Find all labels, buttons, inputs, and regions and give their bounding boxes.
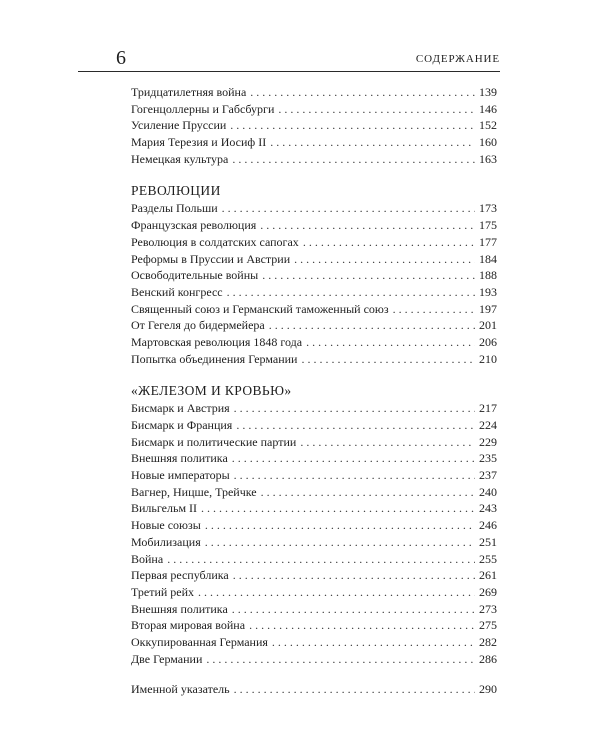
- toc-entry: [131, 551, 497, 568]
- entry-page-number: 173: [479, 201, 497, 216]
- toc-entry: [131, 351, 497, 368]
- dot-leader: [232, 450, 475, 467]
- entry-title: Реформы в Пруссии и Австрии: [131, 251, 291, 266]
- entry-page-number: 217: [479, 401, 497, 416]
- dot-leader: [269, 317, 475, 334]
- toc-section: [131, 181, 497, 367]
- entry-title: Бисмарк и Франция: [131, 418, 233, 432]
- toc-entry: [131, 651, 497, 668]
- dot-leader: [303, 234, 475, 251]
- toc-entry: [131, 301, 497, 318]
- entry-page-number: 243: [479, 501, 497, 516]
- entry-page-number: 197: [479, 301, 497, 316]
- dot-leader: [260, 217, 475, 234]
- entry-title: Вагнер, Ницше, Трейчке: [131, 484, 257, 499]
- toc-entry: [131, 617, 497, 634]
- entry-title: Бисмарк и Австрия: [131, 401, 230, 416]
- entry-title: Революция в солдатских сапогах: [131, 234, 299, 249]
- page-number: 6: [116, 47, 126, 69]
- toc-entry: [131, 534, 497, 551]
- entry-title: Две Германии: [131, 651, 203, 666]
- dot-leader: [232, 601, 475, 618]
- table-of-contents: [131, 84, 497, 698]
- entry-page-number: 206: [479, 334, 497, 349]
- entry-title: Усиление Пруссии: [131, 118, 227, 133]
- entry-page-number: 188: [479, 268, 497, 283]
- entry-title: Третий рейх: [131, 584, 195, 599]
- entry-title: Французская революция: [131, 218, 257, 233]
- dot-leader: [300, 434, 475, 451]
- entry-title: Разделы Польши: [131, 201, 218, 216]
- section-heading: РЕВОЛЮЦИИ: [131, 183, 221, 199]
- entry-title: Вильгельм II: [131, 501, 198, 516]
- toc-entry: [131, 467, 497, 484]
- dot-leader: [234, 681, 475, 698]
- toc-entry: [131, 284, 497, 301]
- entry-page-number: 240: [479, 484, 497, 499]
- entry-title: Тридцатилетняя война: [131, 85, 247, 99]
- toc-entry: [131, 434, 497, 451]
- entry-page-number: 163: [479, 151, 497, 166]
- entry-page-number: 175: [479, 218, 497, 233]
- entry-title: Оккупированная Германия: [131, 634, 268, 649]
- entry-title: Внешняя политика: [131, 601, 228, 616]
- entry-page-number: 237: [479, 468, 497, 483]
- entry-page-number: 269: [479, 584, 497, 599]
- entry-title: Новые императоры: [131, 468, 230, 483]
- dot-leader: [278, 101, 475, 118]
- entry-title: Бисмарк и политические партии: [131, 434, 297, 449]
- dot-leader: [167, 551, 475, 568]
- entry-page-number: 273: [479, 601, 497, 616]
- entry-page-number: 152: [479, 118, 497, 133]
- dot-leader: [294, 251, 475, 268]
- toc-entry: [131, 634, 497, 651]
- section-heading: «ЖЕЛЕЗОМ И КРОВЬЮ»: [131, 383, 292, 399]
- toc-entry: [131, 84, 497, 101]
- dot-leader: [250, 84, 475, 101]
- entry-page-number: 282: [479, 634, 497, 649]
- entry-title: Война: [131, 551, 164, 566]
- entry-title: Попытка объединения Германии: [131, 351, 298, 366]
- dot-leader: [270, 134, 475, 151]
- header-rule: [78, 71, 500, 72]
- toc-entry: [131, 117, 497, 134]
- toc-entry: [131, 567, 497, 584]
- dot-leader: [205, 534, 475, 551]
- dot-leader: [249, 617, 475, 634]
- toc-entry: [131, 317, 497, 334]
- entry-title: Освободительные войны: [131, 268, 259, 283]
- dot-leader: [261, 484, 475, 501]
- entry-title: Венский конгресс: [131, 284, 223, 299]
- entry-page-number: 246: [479, 518, 497, 533]
- dot-leader: [201, 500, 475, 517]
- entry-page-number: 193: [479, 284, 497, 299]
- dot-leader: [306, 334, 475, 351]
- entry-title: Священный союз и Германский таможенный союз: [131, 301, 389, 316]
- toc-entry: [131, 267, 497, 284]
- toc-section: [131, 84, 497, 167]
- dot-leader: [227, 284, 475, 301]
- toc-entry: [131, 681, 497, 698]
- entry-page-number: 290: [479, 682, 497, 697]
- toc-section: [131, 381, 497, 667]
- toc-entry: [131, 334, 497, 351]
- entry-title: Именной указатель: [131, 682, 230, 697]
- entry-page-number: 286: [479, 651, 497, 666]
- entry-title: Новые союзы: [131, 518, 201, 533]
- entry-page-number: 146: [479, 101, 497, 116]
- dot-leader: [272, 634, 475, 651]
- entry-title: Мартовская революция 1848 года: [131, 334, 303, 349]
- dot-leader: [301, 351, 475, 368]
- toc-entry: [131, 484, 497, 501]
- running-head: СОДЕРЖАНИЕ: [415, 53, 500, 65]
- dot-leader: [236, 417, 475, 434]
- toc-entry: [131, 217, 497, 234]
- dot-leader: [206, 651, 475, 668]
- dot-leader: [393, 301, 475, 318]
- entry-page-number: 229: [479, 434, 497, 449]
- entry-title: От Гегеля до бидермейера: [131, 318, 265, 333]
- toc-entry: [131, 234, 497, 251]
- dot-leader: [198, 584, 475, 601]
- entry-page-number: 275: [479, 618, 497, 633]
- toc-entry: [131, 151, 497, 168]
- dot-leader: [232, 151, 475, 168]
- toc-entry: [131, 134, 497, 151]
- entry-title: Первая республика: [131, 568, 229, 583]
- entry-page-number: 139: [479, 85, 497, 99]
- toc-entry: [131, 417, 497, 434]
- toc-entry: [131, 517, 497, 534]
- entry-page-number: 235: [479, 451, 497, 466]
- entry-page-number: 224: [479, 418, 497, 432]
- entry-page-number: 261: [479, 568, 497, 583]
- dot-leader: [262, 267, 475, 284]
- toc-entry: [131, 601, 497, 618]
- dot-leader: [230, 117, 475, 134]
- toc-entry: [131, 500, 497, 517]
- entry-title: Немецкая культура: [131, 151, 229, 166]
- entry-page-number: 255: [479, 551, 497, 566]
- dot-leader: [234, 467, 475, 484]
- toc-entry: [131, 251, 497, 268]
- entry-page-number: 251: [479, 534, 497, 549]
- toc-entry: [131, 450, 497, 467]
- dot-leader: [234, 400, 475, 417]
- dot-leader: [205, 517, 475, 534]
- toc-entry: [131, 584, 497, 601]
- entry-title: Мобилизация: [131, 534, 201, 549]
- entry-page-number: 177: [479, 234, 497, 249]
- entry-title: Вторая мировая война: [131, 618, 246, 633]
- dot-leader: [222, 200, 475, 217]
- entry-title: Внешняя политика: [131, 451, 228, 466]
- dot-leader: [233, 567, 475, 584]
- toc-section: [131, 681, 497, 698]
- toc-entry: [131, 400, 497, 417]
- toc-entry: [131, 101, 497, 118]
- entry-title: Мария Терезия и Иосиф II: [131, 135, 267, 150]
- toc-entry: [131, 200, 497, 217]
- entry-page-number: 184: [479, 251, 497, 266]
- entry-title: Гогенцоллерны и Габсбурги: [131, 101, 275, 116]
- entry-page-number: 201: [479, 318, 497, 333]
- entry-page-number: 210: [479, 351, 497, 366]
- entry-page-number: 160: [479, 135, 497, 150]
